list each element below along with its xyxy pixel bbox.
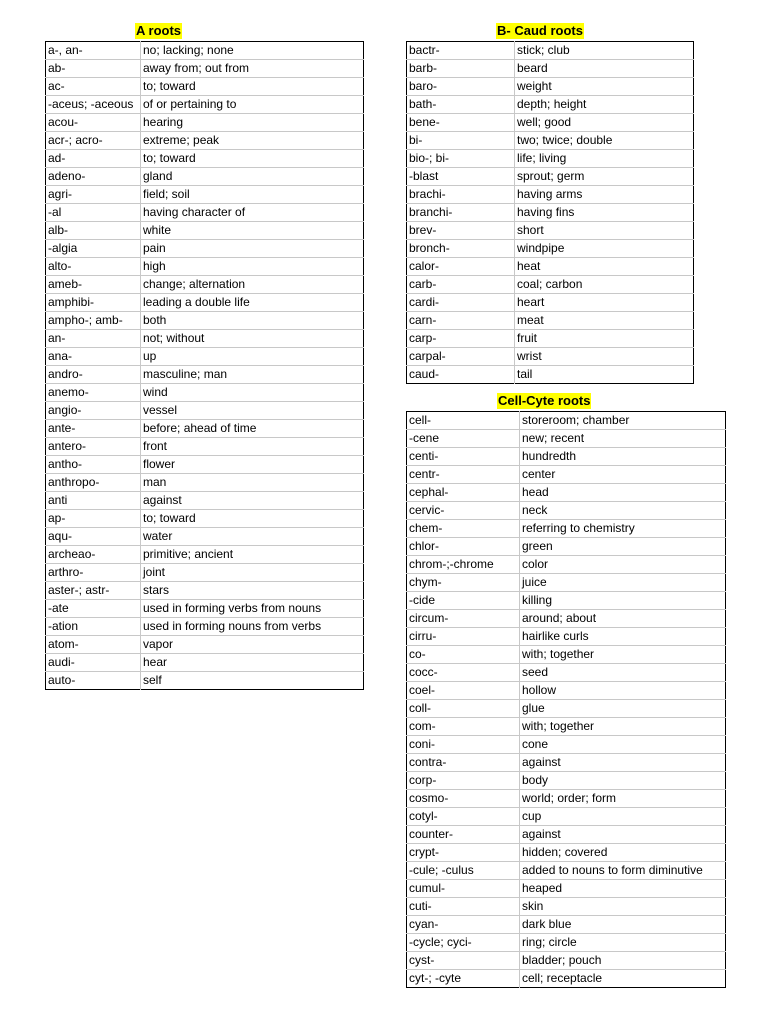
table-row bbox=[46, 366, 364, 384]
table-row bbox=[407, 168, 694, 186]
table-row bbox=[407, 520, 726, 538]
meaning-cell: juice bbox=[520, 574, 726, 592]
table-row bbox=[407, 366, 694, 384]
meaning-cell: against bbox=[141, 492, 364, 510]
meaning-cell: front bbox=[141, 438, 364, 456]
root-cell: audi- bbox=[46, 654, 141, 672]
root-cell: ante- bbox=[46, 420, 141, 438]
root-cell: ab- bbox=[46, 60, 141, 78]
root-cell: cyan- bbox=[407, 916, 520, 934]
meaning-cell: neck bbox=[520, 502, 726, 520]
root-cell: a-, an- bbox=[46, 42, 141, 60]
root-cell: -algia bbox=[46, 240, 141, 258]
root-cell: brev- bbox=[407, 222, 515, 240]
root-cell: adeno- bbox=[46, 168, 141, 186]
root-cell: antho- bbox=[46, 456, 141, 474]
root-cell: anthropo- bbox=[46, 474, 141, 492]
root-cell: crypt- bbox=[407, 844, 520, 862]
meaning-cell: color bbox=[520, 556, 726, 574]
table-row bbox=[407, 754, 726, 772]
meaning-cell: with; together bbox=[520, 646, 726, 664]
meaning-cell: water bbox=[141, 528, 364, 546]
table-row bbox=[407, 970, 726, 988]
meaning-cell: wind bbox=[141, 384, 364, 402]
meaning-cell: around; about bbox=[520, 610, 726, 628]
table-row bbox=[407, 204, 694, 222]
meaning-cell: hidden; covered bbox=[520, 844, 726, 862]
table-row bbox=[46, 510, 364, 528]
root-cell: amphibi- bbox=[46, 294, 141, 312]
root-cell: ap- bbox=[46, 510, 141, 528]
a-roots-title: A roots bbox=[136, 23, 182, 38]
table-row bbox=[407, 42, 694, 60]
root-cell: calor- bbox=[407, 258, 515, 276]
meaning-cell: flower bbox=[141, 456, 364, 474]
meaning-cell: masculine; man bbox=[141, 366, 364, 384]
root-cell: antero- bbox=[46, 438, 141, 456]
meaning-cell: having character of bbox=[141, 204, 364, 222]
meaning-cell: joint bbox=[141, 564, 364, 582]
root-cell: -cene bbox=[407, 430, 520, 448]
b-roots-table bbox=[406, 41, 694, 384]
meaning-cell: gland bbox=[141, 168, 364, 186]
meaning-cell: windpipe bbox=[515, 240, 694, 258]
meaning-cell: cell; receptacle bbox=[522, 971, 603, 985]
table-row bbox=[407, 736, 726, 754]
meaning-cell: fruit bbox=[515, 330, 694, 348]
root-cell: centi- bbox=[407, 448, 520, 466]
root-cell: carn- bbox=[407, 312, 515, 330]
table-row bbox=[407, 898, 726, 916]
meaning-cell: cone bbox=[520, 736, 726, 754]
root-cell: cardi- bbox=[407, 294, 515, 312]
table-row bbox=[46, 438, 364, 456]
table-row bbox=[407, 412, 726, 430]
meaning-cell: heart bbox=[515, 294, 694, 312]
table-row bbox=[407, 258, 694, 276]
root-cell: arthro- bbox=[46, 564, 141, 582]
meaning-cell: glue bbox=[520, 700, 726, 718]
root-cell: bene- bbox=[407, 114, 515, 132]
root-cell: aster-; astr- bbox=[46, 582, 141, 600]
meaning-cell: heaped bbox=[520, 880, 726, 898]
root-cell: carpal- bbox=[407, 348, 515, 366]
table-row bbox=[407, 186, 694, 204]
meaning-cell: heat bbox=[515, 258, 694, 276]
root-cell: counter- bbox=[407, 826, 520, 844]
root-cell: barb- bbox=[407, 60, 515, 78]
meaning-cell: bladder; pouch bbox=[520, 952, 726, 970]
table-row bbox=[46, 258, 364, 276]
table-row bbox=[46, 600, 364, 618]
meaning-cell: body bbox=[520, 772, 726, 790]
table-row bbox=[407, 700, 726, 718]
table-row bbox=[407, 348, 694, 366]
a-roots-table bbox=[45, 41, 364, 690]
meaning-cell: having arms bbox=[515, 186, 694, 204]
table-row bbox=[407, 502, 726, 520]
table-row bbox=[407, 466, 726, 484]
meaning-cell: against bbox=[520, 826, 726, 844]
meaning-cell: change; alternation bbox=[141, 276, 364, 294]
meaning-cell: to; toward bbox=[141, 150, 364, 168]
root-cell: ampho-; amb- bbox=[46, 312, 141, 330]
root-cell: ad- bbox=[46, 150, 141, 168]
root-cell: cell- bbox=[407, 412, 520, 430]
table-row bbox=[407, 312, 694, 330]
table-row bbox=[407, 484, 726, 502]
table-row bbox=[46, 348, 364, 366]
root-cell: bactr- bbox=[407, 42, 515, 60]
table-row bbox=[46, 474, 364, 492]
meaning-cell: depth; height bbox=[515, 96, 694, 114]
table-row bbox=[407, 592, 726, 610]
meaning-cell: killing bbox=[520, 592, 726, 610]
table-row bbox=[407, 844, 726, 862]
table-row bbox=[46, 330, 364, 348]
cell-roots-title: Cell-Cyte roots bbox=[498, 393, 591, 408]
table-row bbox=[407, 790, 726, 808]
root-cell: co- bbox=[407, 646, 520, 664]
meaning-cell: stick; club bbox=[515, 42, 694, 60]
meaning-cell: extreme; peak bbox=[141, 132, 364, 150]
meaning-cell: wrist bbox=[515, 348, 694, 366]
root-cell: cyt-; -cyte bbox=[407, 970, 520, 988]
meaning-cell: short bbox=[515, 222, 694, 240]
root-cell: -cule; -culus bbox=[407, 862, 520, 880]
root-cell: cephal- bbox=[407, 484, 520, 502]
meaning-cell: vessel bbox=[141, 402, 364, 420]
table-row bbox=[46, 276, 364, 294]
meaning-cell: to; toward bbox=[141, 78, 364, 96]
root-cell: chem- bbox=[407, 520, 520, 538]
meaning-cell: beard bbox=[515, 60, 694, 78]
root-cell: acr-; acro- bbox=[46, 132, 141, 150]
table-row bbox=[46, 528, 364, 546]
meaning-cell: skin bbox=[520, 898, 726, 916]
root-cell: -cycle; cyci- bbox=[407, 934, 520, 952]
meaning-cell: hollow bbox=[520, 682, 726, 700]
root-cell: -ate bbox=[46, 600, 141, 618]
b-roots-title: B- Caud roots bbox=[497, 23, 583, 38]
meaning-cell: pain bbox=[141, 240, 364, 258]
root-cell: -ation bbox=[46, 618, 141, 636]
root-cell: agri- bbox=[46, 186, 141, 204]
table-row bbox=[407, 646, 726, 664]
root-cell: -cide bbox=[407, 592, 520, 610]
table-row bbox=[407, 448, 726, 466]
table-row bbox=[407, 132, 694, 150]
table-row bbox=[407, 880, 726, 898]
meaning-cell: hairlike curls bbox=[520, 628, 726, 646]
meaning-cell: sprout; germ bbox=[515, 168, 694, 186]
table-row bbox=[407, 330, 694, 348]
table-row bbox=[46, 672, 364, 690]
root-cell: coll- bbox=[407, 700, 520, 718]
table-row bbox=[407, 240, 694, 258]
table-row bbox=[407, 222, 694, 240]
root-cell: bath- bbox=[407, 96, 515, 114]
meaning-cell: well; good bbox=[515, 114, 694, 132]
root-cell: cuti- bbox=[407, 898, 520, 916]
root-cell: -blast bbox=[407, 168, 515, 186]
table-row bbox=[407, 96, 694, 114]
table-row bbox=[407, 808, 726, 826]
table-row bbox=[46, 402, 364, 420]
table-row bbox=[407, 664, 726, 682]
meaning-cell: meat bbox=[515, 312, 694, 330]
meaning-cell: man bbox=[141, 474, 364, 492]
root-cell: circum- bbox=[407, 610, 520, 628]
root-cell: cocc- bbox=[407, 664, 520, 682]
meaning-cell: center bbox=[520, 466, 726, 484]
meaning-cell: weight bbox=[515, 78, 694, 96]
root-cell: chlor- bbox=[407, 538, 520, 556]
meaning-cell: added to nouns to form diminutive bbox=[520, 862, 726, 880]
table-row bbox=[46, 186, 364, 204]
table-row bbox=[46, 294, 364, 312]
root-cell: an- bbox=[46, 330, 141, 348]
table-row bbox=[407, 78, 694, 96]
meaning-cell: head bbox=[520, 484, 726, 502]
root-cell: anti bbox=[46, 492, 141, 510]
meaning-cell: primitive; ancient bbox=[141, 546, 364, 564]
meaning-cell: before; ahead of time bbox=[141, 420, 364, 438]
table-row bbox=[46, 384, 364, 402]
table-row bbox=[407, 430, 726, 448]
root-cell: centr- bbox=[407, 466, 520, 484]
root-cell: com- bbox=[407, 718, 520, 736]
meaning-cell: field; soil bbox=[141, 186, 364, 204]
table-row bbox=[407, 682, 726, 700]
table-row bbox=[46, 492, 364, 510]
meaning-cell: coal; carbon bbox=[515, 276, 694, 294]
meaning-cell: white bbox=[141, 222, 364, 240]
table-row bbox=[46, 564, 364, 582]
meaning-cell: having fins bbox=[515, 204, 694, 222]
meaning-cell: to; toward bbox=[141, 510, 364, 528]
root-cell: atom- bbox=[46, 636, 141, 654]
meaning-cell: of or pertaining to bbox=[141, 96, 364, 114]
root-cell: bronch- bbox=[407, 240, 515, 258]
meaning-cell: high bbox=[141, 258, 364, 276]
meaning-cell: ring; circle bbox=[520, 934, 726, 952]
table-row bbox=[46, 78, 364, 96]
meaning-cell: stars bbox=[141, 582, 364, 600]
root-cell: cotyl- bbox=[407, 808, 520, 826]
root-cell: cervic- bbox=[407, 502, 520, 520]
table-row bbox=[407, 628, 726, 646]
table-row bbox=[46, 114, 364, 132]
table-row bbox=[46, 582, 364, 600]
meaning-cell: hear bbox=[141, 654, 364, 672]
table-row bbox=[46, 654, 364, 672]
table-row bbox=[407, 150, 694, 168]
meaning-cell: with; together bbox=[520, 718, 726, 736]
meaning-cell: used in forming nouns from verbs bbox=[141, 618, 364, 636]
meaning-cell: up bbox=[141, 348, 364, 366]
root-cell: chym- bbox=[407, 574, 520, 592]
root-cell: corp- bbox=[407, 772, 520, 790]
table-row bbox=[46, 204, 364, 222]
table-row bbox=[407, 718, 726, 736]
meaning-cell: self bbox=[143, 673, 162, 687]
root-cell: caud- bbox=[407, 366, 515, 384]
root-cell: andro- bbox=[46, 366, 141, 384]
table-row bbox=[46, 546, 364, 564]
table-row bbox=[407, 826, 726, 844]
root-cell: branchi- bbox=[407, 204, 515, 222]
root-cell: alto- bbox=[46, 258, 141, 276]
meaning-cell: cup bbox=[520, 808, 726, 826]
cell-roots-table bbox=[406, 411, 726, 988]
table-row bbox=[46, 456, 364, 474]
meaning-cell: referring to chemistry bbox=[520, 520, 726, 538]
root-cell: cyst- bbox=[407, 952, 520, 970]
table-row bbox=[407, 556, 726, 574]
root-cell: auto- bbox=[46, 672, 141, 690]
meaning-cell: life; living bbox=[515, 150, 694, 168]
root-cell: carp- bbox=[407, 330, 515, 348]
table-row bbox=[46, 150, 364, 168]
table-row bbox=[407, 574, 726, 592]
root-cell: coel- bbox=[407, 682, 520, 700]
root-cell: carb- bbox=[407, 276, 515, 294]
root-cell: -al bbox=[46, 204, 141, 222]
meaning-cell: world; order; form bbox=[520, 790, 726, 808]
table-row bbox=[407, 610, 726, 628]
root-cell: chrom-;-chrome bbox=[407, 556, 520, 574]
table-row bbox=[407, 772, 726, 790]
meaning-cell: new; recent bbox=[520, 430, 726, 448]
meaning-cell: no; lacking; none bbox=[141, 42, 364, 60]
table-row bbox=[407, 916, 726, 934]
root-cell: brachi- bbox=[407, 186, 515, 204]
table-row bbox=[407, 294, 694, 312]
table-row bbox=[46, 168, 364, 186]
root-cell: aqu- bbox=[46, 528, 141, 546]
meaning-cell: storeroom; chamber bbox=[520, 412, 726, 430]
table-row bbox=[46, 222, 364, 240]
root-cell: ac- bbox=[46, 78, 141, 96]
root-cell: baro- bbox=[407, 78, 515, 96]
meaning-cell: hundredth bbox=[520, 448, 726, 466]
table-row bbox=[407, 60, 694, 78]
table-row bbox=[407, 538, 726, 556]
meaning-cell: used in forming verbs from nouns bbox=[141, 600, 364, 618]
table-row bbox=[46, 312, 364, 330]
meaning-cell: both bbox=[141, 312, 364, 330]
table-row bbox=[407, 862, 726, 880]
table-row bbox=[46, 96, 364, 114]
meaning-cell: two; twice; double bbox=[515, 132, 694, 150]
meaning-cell: green bbox=[520, 538, 726, 556]
root-cell: anemo- bbox=[46, 384, 141, 402]
root-cell: coni- bbox=[407, 736, 520, 754]
table-row bbox=[407, 952, 726, 970]
table-row bbox=[46, 420, 364, 438]
root-cell: ana- bbox=[46, 348, 141, 366]
root-cell: bio-; bi- bbox=[407, 150, 515, 168]
meaning-cell: hearing bbox=[141, 114, 364, 132]
meaning-cell: away from; out from bbox=[141, 60, 364, 78]
meaning-cell: vapor bbox=[141, 636, 364, 654]
table-row bbox=[46, 636, 364, 654]
root-cell: acou- bbox=[46, 114, 141, 132]
meaning-cell: tail bbox=[517, 367, 533, 381]
root-cell: cosmo- bbox=[407, 790, 520, 808]
table-row bbox=[46, 60, 364, 78]
meaning-cell: seed bbox=[520, 664, 726, 682]
meaning-cell: dark blue bbox=[520, 916, 726, 934]
meaning-cell: not; without bbox=[141, 330, 364, 348]
root-cell: contra- bbox=[407, 754, 520, 772]
meaning-cell: against bbox=[520, 754, 726, 772]
table-row bbox=[46, 132, 364, 150]
root-cell: -aceus; -aceous bbox=[46, 96, 141, 114]
table-row bbox=[407, 934, 726, 952]
table-row bbox=[407, 114, 694, 132]
table-row bbox=[46, 240, 364, 258]
root-cell: cumul- bbox=[407, 880, 520, 898]
root-cell: alb- bbox=[46, 222, 141, 240]
table-row bbox=[407, 276, 694, 294]
root-cell: angio- bbox=[46, 402, 141, 420]
table-row bbox=[46, 618, 364, 636]
table-row bbox=[46, 42, 364, 60]
root-cell: bi- bbox=[407, 132, 515, 150]
meaning-cell: leading a double life bbox=[141, 294, 364, 312]
root-cell: archeao- bbox=[46, 546, 141, 564]
root-cell: ameb- bbox=[46, 276, 141, 294]
root-cell: cirru- bbox=[407, 628, 520, 646]
